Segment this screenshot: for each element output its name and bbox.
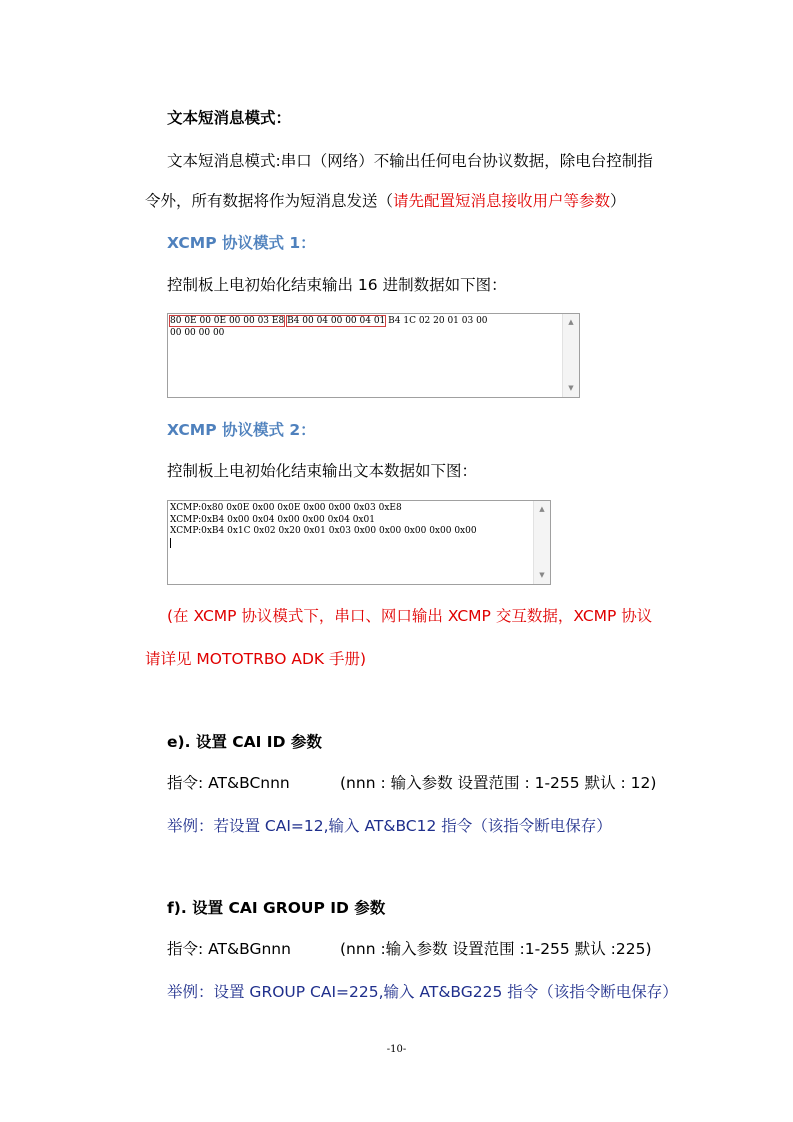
- text-sms-paragraph-line2: [145, 191, 626, 211]
- page-number: -10-: [386, 1044, 407, 1055]
- section-e-command: 指令: AT&BCnnn: [167, 774, 290, 792]
- hex-line-2: 00 00 00 00: [170, 327, 225, 338]
- text-sms-config-note: 请先配置短消息接收用户等参数: [393, 192, 611, 210]
- text-sms-paragraph-line1: 文本短消息模式:串口（网络）不输出任何电台协议数据，除电台控制指: [167, 152, 653, 170]
- section-e-example: 举例：若设置 CAI=12,输入 AT&BC12 指令（该指令断电保存）: [167, 817, 612, 835]
- section-f-command-description: (nnn :输入参数 设置范围 :1-255 默认 :225): [340, 940, 652, 958]
- xcmp-mode1-scrollbar[interactable]: [562, 314, 579, 397]
- text-sms-heading: 文本短消息模式：: [167, 109, 292, 127]
- xcmp-mode1-description: 控制板上电初始化结束输出 16 进制数据如下图：: [167, 276, 507, 294]
- scroll-up-icon[interactable]: ▲: [539, 505, 545, 513]
- section-e-command-description: (nnn : 输入参数 设置范围 : 1-255 默认 : 12): [340, 774, 657, 792]
- hex-segment-3: B4 1C 02 20 01 03 00: [388, 316, 488, 326]
- text-sms-paragraph-line2-text: 令外，所有数据将作为短消息发送（: [145, 192, 394, 210]
- xcmp-mode2-text-output: [170, 503, 477, 550]
- xcmp-mode1-hex-output: [170, 316, 488, 339]
- section-f-example: 举例：设置 GROUP CAI=225,输入 AT&BG225 指令（该指令断电保存）: [167, 983, 678, 1001]
- scroll-down-icon[interactable]: ▼: [539, 570, 545, 579]
- section-e-heading: e). 设置 CAI ID 参数: [167, 733, 322, 751]
- scroll-up-icon[interactable]: ▲: [568, 318, 574, 326]
- hex-segment-highlight-2: B4 00 04 00 00 04 01: [287, 316, 386, 326]
- xcmp-mode2-scrollbar[interactable]: [533, 501, 550, 584]
- hex-segment-highlight-1: 80 0E 00 0E 00 00 03 E8: [170, 316, 285, 326]
- section-f-command: 指令: AT&BGnnn: [167, 940, 291, 958]
- console-line: XCMP:0xB4 0x1C 0x02 0x20 0x01 0x03 0x00 0x00 0x00 0x00 0x00: [170, 526, 477, 536]
- section-f-heading: f). 设置 CAI GROUP ID 参数: [167, 899, 386, 917]
- xcmp-mode2-heading: XCMP 协议模式 2：: [167, 421, 316, 439]
- text-sms-paragraph-line2-end: ）: [610, 192, 626, 210]
- xcmp-mode2-text-console[interactable]: [167, 500, 551, 585]
- console-line: XCMP:0x80 0x0E 0x00 0x0E 0x00 0x00 0x03 0xE8: [170, 503, 402, 513]
- xcmp-mode1-hex-console[interactable]: [167, 313, 580, 398]
- console-line: XCMP:0xB4 0x00 0x04 0x00 0x00 0x04 0x01: [170, 514, 375, 525]
- xcmp-note-line2: 请详见 MOTOTRBO ADK 手册): [145, 650, 367, 668]
- scroll-down-icon[interactable]: ▼: [568, 383, 574, 392]
- xcmp-note-line1: (在 XCMP 协议模式下，串口、网口输出 XCMP 交互数据，XCMP 协议: [167, 607, 653, 625]
- xcmp-mode2-description: 控制板上电初始化结束输出文本数据如下图：: [167, 462, 478, 480]
- text-cursor: [170, 538, 171, 548]
- xcmp-mode1-heading: XCMP 协议模式 1：: [167, 234, 316, 252]
